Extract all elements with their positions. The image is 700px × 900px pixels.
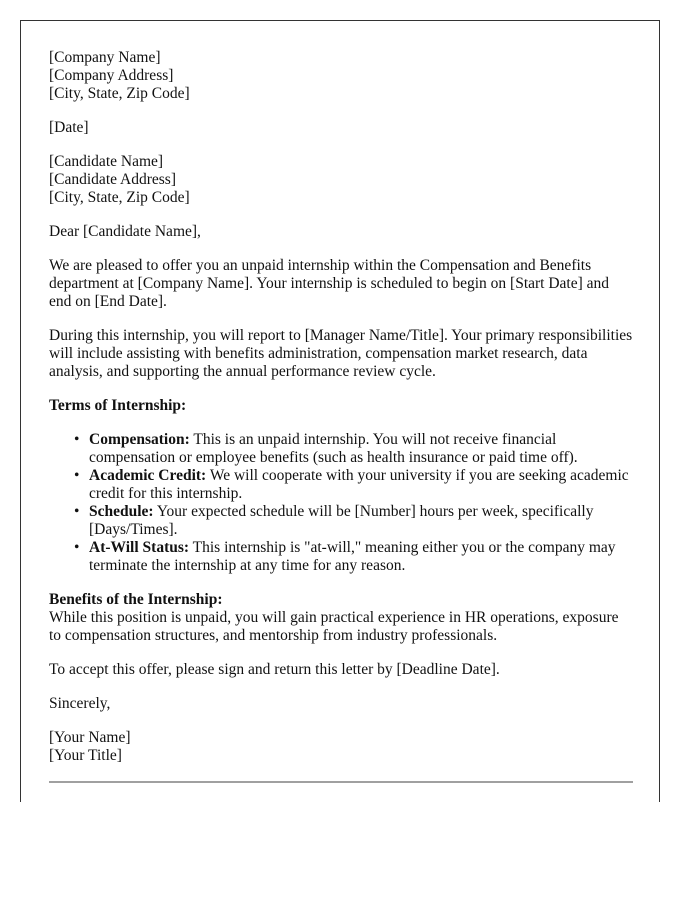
closing: Sincerely,	[49, 695, 111, 712]
term-text: This internship is "at-will," meaning either you or the company may terminate the internship at any time for any reason.	[89, 539, 616, 574]
recipient-city-state-zip: [City, State, Zip Code]	[49, 189, 190, 206]
horizontal-divider	[49, 781, 633, 783]
signature-title: [Your Title]	[49, 747, 122, 764]
sender-block	[49, 49, 633, 103]
benefits-heading: Benefits of the Internship:	[49, 591, 223, 608]
signature-block	[49, 729, 633, 765]
term-text: This is an unpaid internship. You will not receive financial compensation or employee benefits (such as health insurance or paid time off).	[89, 431, 578, 466]
responsibilities-paragraph: During this internship, you will report to [Manager Name/Title]. Your primary responsibilities will include assisting with benefits administration, compensation market research, data analysis, and supporting the annual performance review cycle.	[49, 327, 633, 380]
recipient-name: [Candidate Name]	[49, 153, 164, 170]
benefits-section	[49, 591, 633, 645]
bullet-icon: •	[74, 503, 80, 520]
intro-paragraph: We are pleased to offer you an unpaid internship within the Compensation and Benefits department at [Company Name]. Your internship is scheduled to begin on [Start Date] and end on [End Date].	[49, 257, 610, 310]
recipient-address: [Candidate Address]	[49, 171, 176, 188]
term-text: We will cooperate with your university if you are seeking academic credit for this internship.	[89, 467, 629, 502]
term-label: Schedule:	[89, 503, 154, 520]
term-label: Academic Credit:	[89, 467, 207, 484]
terms-list	[49, 431, 633, 575]
terms-heading: Terms of Internship:	[49, 397, 187, 414]
recipient-block	[49, 153, 633, 207]
benefits-text: While this position is unpaid, you will gain practical experience in HR operations, exposure to compensation structures, and mentorship from industry professionals.	[49, 609, 619, 644]
letter-date: [Date]	[49, 119, 89, 136]
bullet-icon: •	[74, 467, 80, 484]
bullet-icon: •	[74, 431, 80, 448]
letter-content	[49, 49, 633, 783]
letter-page	[20, 20, 660, 802]
term-label: Compensation:	[89, 431, 190, 448]
term-label: At-Will Status:	[89, 539, 190, 556]
sender-city-state-zip: [City, State, Zip Code]	[49, 85, 190, 102]
term-item-compensation	[74, 431, 633, 467]
bullet-icon: •	[74, 539, 80, 556]
signature-name: [Your Name]	[49, 729, 131, 746]
term-item-at-will-status	[74, 539, 633, 575]
sender-company-address: [Company Address]	[49, 67, 174, 84]
term-item-schedule	[74, 503, 633, 539]
acceptance-paragraph: To accept this offer, please sign and return this letter by [Deadline Date].	[49, 661, 500, 678]
term-item-academic-credit	[74, 467, 633, 503]
sender-company-name: [Company Name]	[49, 49, 161, 66]
term-text: Your expected schedule will be [Number] hours per week, specifically [Days/Times].	[89, 503, 594, 538]
salutation: Dear [Candidate Name],	[49, 223, 201, 240]
